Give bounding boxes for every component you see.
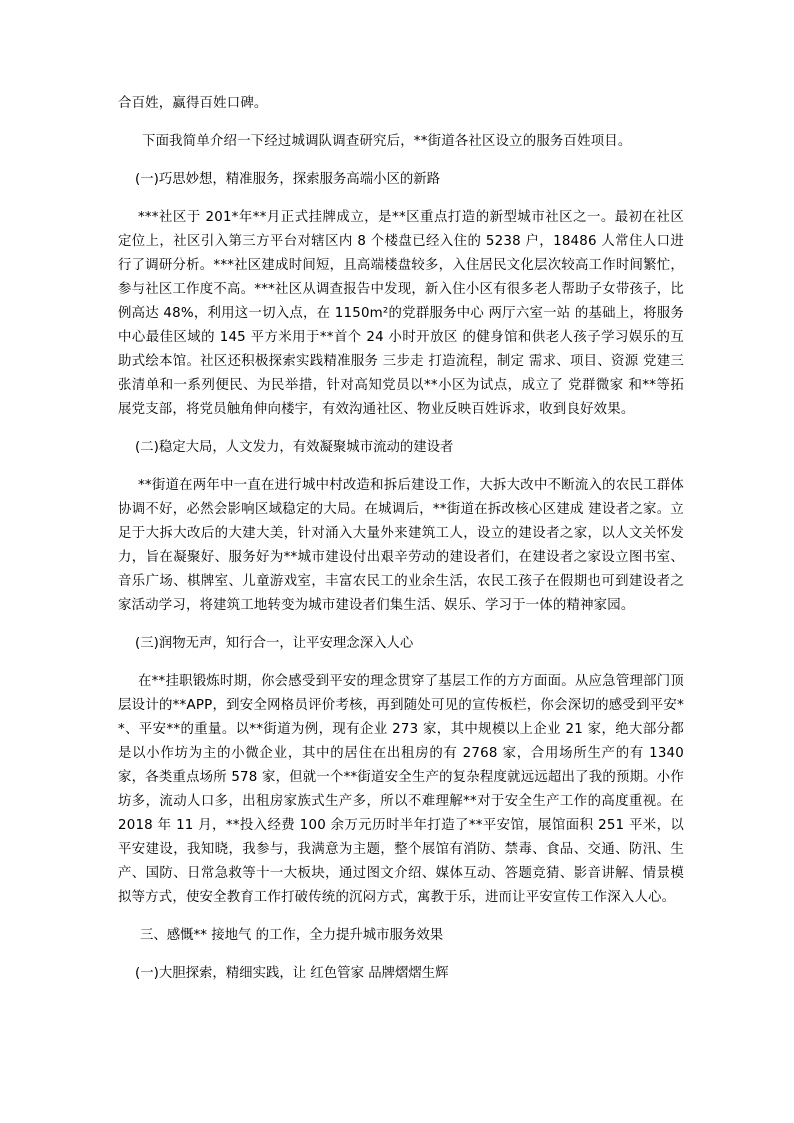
section2-heading: (二)稳定大局，人文发力，有效凝聚城市流动的建设者: [135, 440, 454, 455]
section3-body: 在**挂职锻炼时期，你会感受到平安的理念贯穿了基层工作的方方面面。从应急管理部门顶层设计的**APP，到安全网格员评价考核，再到随处可见的宣传板栏，你会深切的感受到平安**、平安**的重量。以**街道为例，现有企业 273 家，其中规模以上企业 21 家，绝大部分都是以小作坊为主的小微企业，其中的居住在出租房的有 2768 家，合用场所生产的有 1340 家，各类重点场所 578 家，但就一个**街道安全生产的复杂程度就远远超出了我的预期。小作坊多，流动人口多，出租房家族式生产多，所以不难理解**对于安全生产工作的高度重视。在 2018 年 11 月，**投入经费 100 余万元历时半年打造了**平安馆，展馆面积 251 平米，以平安建设，我知晓，我参与，我满意为主题，整个展馆有消防、禁毒、食品、交通、防汛、生产、国防、日常急救等十一大板块，通过图文介绍、媒体互动、答题竞猜、影音讲解、情景模拟等方式，使安全教育工作打破传统的沉闷方式，寓教于乐，进而让平安宣传工作深入人心。: [118, 674, 684, 905]
intro-paragraph: 下面我简单介绍一下经过城调队调查研究后，**街道各社区设立的服务百姓项目。: [142, 134, 632, 149]
section1-body: ***社区于 201*年**月正式挂牌成立，是**区重点打造的新型城市社区之一。最初在社区定位上，社区引入第三方平台对辖区内 8 个楼盘已经入住的 5238 户，18486 人常住人口进行了调研分析。***社区建成时间短，且高端楼盘较多，入住居民文化层次较高工作时间繁忙，参与社区工作度不高。***社区从调查报告中发现，新入住小区有很多老人帮助子女带孩子，比例高达 48%，利用这一切入点，在 1150m²的党群服务中心 两厅六室一站 的基础上，将服务中心最佳区域的 145 平方米用于**首个 24 小时开放区 的健身馆和供老人孩子学习娱乐的互助式绘本馆。社区还积极探索实践精准服务 三步走 打造流程，制定 需求、项目、资源 党建三张清单和一系列便民、为民举措，针对高知党员以**小区为试点，成立了 党群微家 和**等拓展党支部，将党员触角伸向楼宇，有效沟通社区、物业反映百姓诉求，收到良好效果。: [118, 210, 684, 417]
opening-line: 合百姓，赢得百姓口碑。: [118, 96, 268, 111]
section2-body: **街道在两年中一直在进行城中村改造和拆后建设工作，大拆大改中不断流入的农民工群体协调不好，必然会影响区域稳定的大局。在城调后，**街道在拆改核心区建成 建设者之家。立足于大拆大改后的大建大美，针对涌入大量外来建筑工人，设立的建设者之家，以人文关怀发力，旨在凝聚好、服务好为**城市建设付出艰辛劳动的建设者们，在建设者之家设立图书室、音乐广场、棋牌室、儿童游戏室，丰富农民工的业余生活，农民工孩子在假期也可到建设者之家活动学习，将建筑工地转变为城市建设者们集生活、娱乐、学习于一体的精神家园。: [118, 478, 684, 613]
part3-heading: 三、感慨** 接地气 的工作，全力提升城市服务效果: [140, 928, 444, 943]
section1-heading: (一)巧思妙想，精准服务，探索服务高端小区的新路: [135, 172, 441, 187]
document-page: [118, 92, 684, 1000]
section3-heading: (三)润物无声，知行合一，让平安理念深入人心: [135, 636, 414, 651]
part3-sub1-heading: (一)大胆探索，精细实践，让 红色管家 品牌熠熠生辉: [135, 966, 449, 981]
